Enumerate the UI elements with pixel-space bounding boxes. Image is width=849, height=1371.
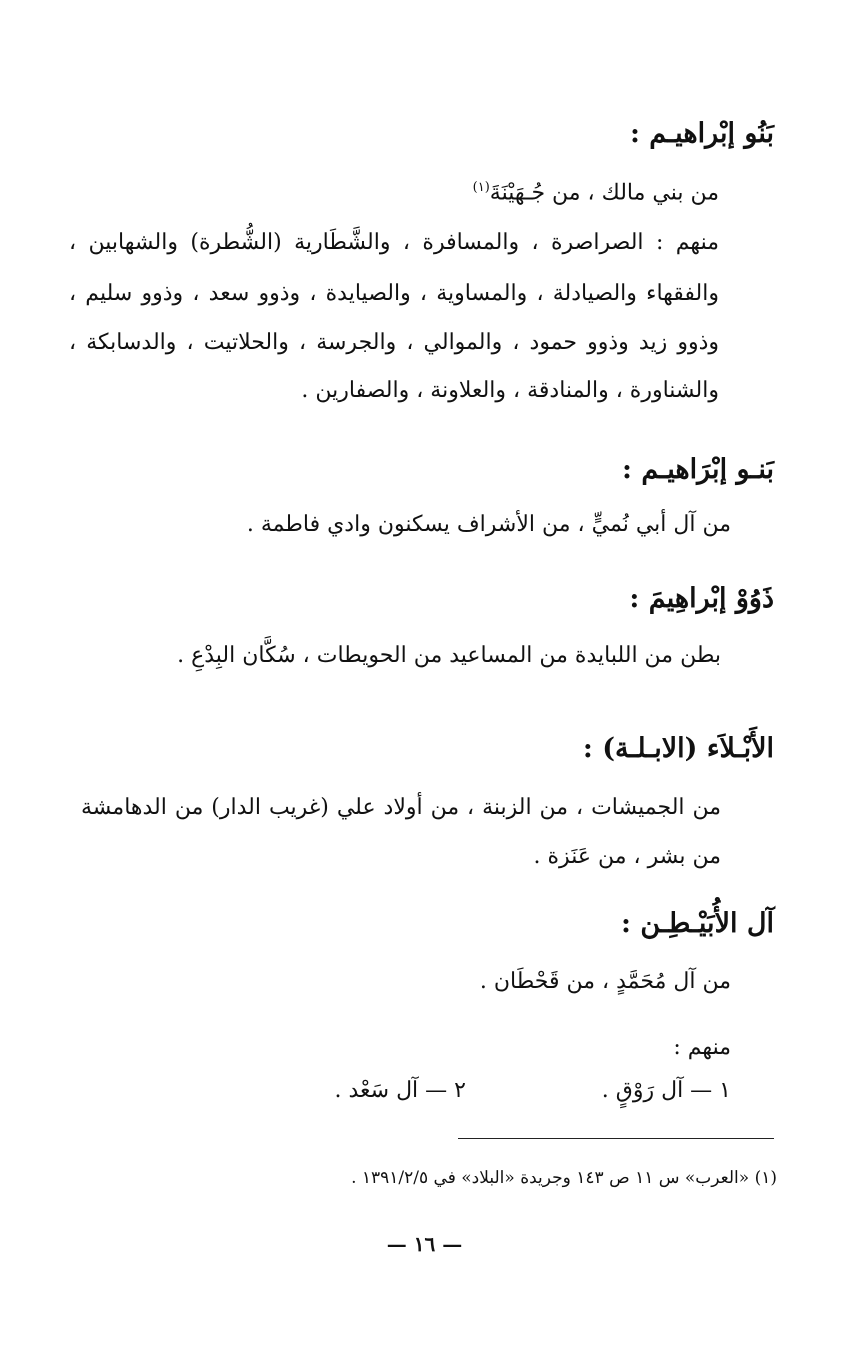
list-item: ٢ — آل سَعْد . <box>334 1078 466 1103</box>
entry-line <box>473 180 719 205</box>
entry-heading: بَنُو إبْراهيـم : <box>629 118 774 149</box>
entry-heading: ذَوُوْ إبْراهِيمَ : <box>629 583 774 614</box>
entry-text: من بني مالك ، من جُـهَيْنَةَ <box>489 180 719 206</box>
entry-line: بطن من اللبايدة من المساعيد من الحويطات ، سُكَّان البِدْعِ . <box>177 643 721 668</box>
list-item: ١ — آل رَوْقٍ . <box>601 1078 731 1103</box>
entry-line: والشناورة ، والمنادقة ، والعلاونة ، والصفارين . <box>301 378 719 403</box>
footnote-text: (١) «العرب» س ١١ ص ١٤٣ وجريدة «البلاد» في ١٣٩١/٢/٥ . <box>351 1168 777 1188</box>
entry-line: من آل أبي نُميٍّ ، من الأشراف يسكنون وادي فاطمة . <box>246 512 731 537</box>
entry-heading: آل الأُبَيْـطِـن : <box>621 908 774 939</box>
entry-line: من الجميشات ، من الزبنة ، من أولاد علي (غريب الدار) من الدهامشة <box>81 795 721 820</box>
entry-line: منهم : <box>673 1035 731 1060</box>
footnote-divider <box>458 1138 774 1139</box>
entry-line: وذوو زيد وذوو حمود ، والموالي ، والجرسة ، والحلاتيت ، والدسابكة ، <box>69 330 719 355</box>
entry-line: منهم : الصراصرة ، والمسافرة ، والشَّطَارية (الشُّطرة) والشهابين ، <box>69 230 719 255</box>
page-number: — ١٦ — <box>386 1232 463 1256</box>
entry-heading: الأَبْـلاَء (الابـلـة) : <box>582 733 774 764</box>
footnote-marker: (١) <box>472 180 490 195</box>
entry-line: من بشر ، من عَنَزة . <box>533 844 721 869</box>
entry-line: من آل مُحَمَّدٍ ، من قَحْطَان . <box>479 969 731 994</box>
entry-heading: بَنـو إبْرَاهيـم : <box>622 454 774 485</box>
entry-line: والفقهاء والصيادلة ، والمساوية ، والصيايدة ، وذوو سعد ، وذوو سليم ، <box>69 281 719 306</box>
